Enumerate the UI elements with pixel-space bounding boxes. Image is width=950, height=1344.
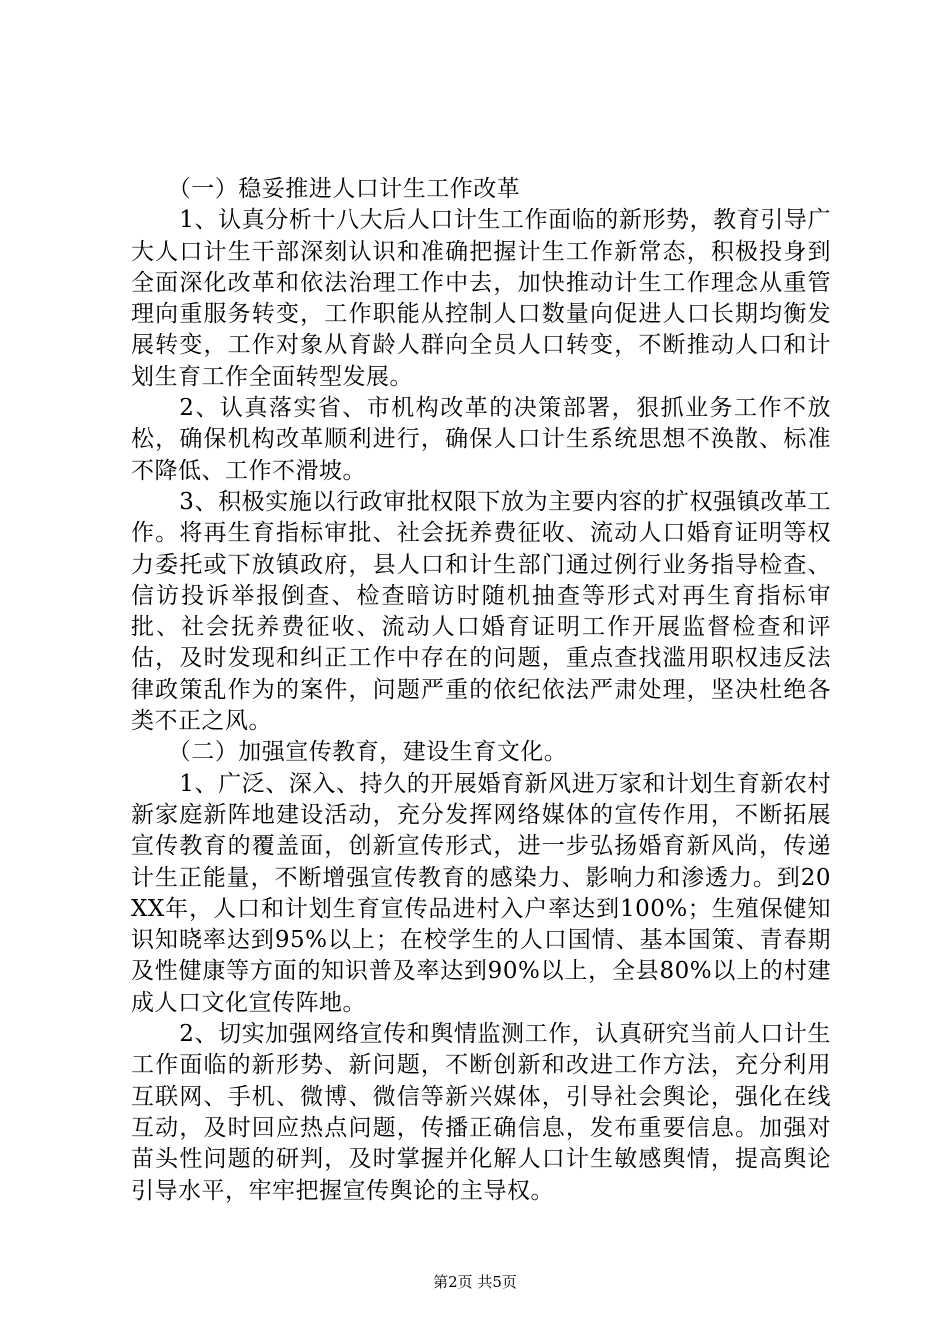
paragraph-1-1: 1、认真分析十八大后人口计生工作面临的新形势，教育引导广大人口计生干部深刻认识和准确把握计生工作新常态，积极投身到全面深化改革和依法治理工作中去，加快推动计生工作理念从重管理向重服务转变，工作职能从控制人口数量向促进人口长期均衡发展转变，工作对象从育龄人群向全员人口转变，不断推动人口和计划生育工作全面转型发展。 [131, 207, 831, 390]
page-number-footer: 第2页 共5页 [433, 1273, 517, 1291]
paragraph-1-2: 2、认真落实省、市机构改革的决策部署，狠抓业务工作不放松，确保机构改革顺利进行，确保人口计生系统思想不涣散、标准不降低、工作不滑坡。 [131, 395, 831, 484]
paragraph-1-3: 3、积极实施以行政审批权限下放为主要内容的扩权强镇改革工作。将再生育指标审批、社会抚养费征收、流动人口婚育证明等权力委托或下放镇政府，县人口和计生部门通过例行业务指导检查、信访投诉举报倒查、检查暗访时随机抽查等形式对再生育指标审批、社会抚养费征收、流动人口婚育证明工作开展监督检查和评估，及时发现和纠正工作中存在的问题，重点查找滥用职权违反法律政策乱作为的案件，问题严重的依纪依法严肃处理，坚决杜绝各类不正之风。 [131, 488, 831, 735]
paragraph-2-2: 2、切实加强网络宣传和舆情监测工作，认真研究当前人口计生工作面临的新形势、新问题，不断创新和改进工作方法，充分利用互联网、手机、微博、微信等新兴媒体，引导社会舆论，强化在线互动，及时回应热点问题，传播正确信息，发布重要信息。加强对苗头性问题的研判，及时掌握并化解人口计生敏感舆情，提高舆论引导水平，牢牢把握宣传舆论的主导权。 [131, 1021, 831, 1204]
section-heading-2: （二）加强宣传教育，建设生育文化。 [167, 739, 568, 766]
section-heading-1: （一）稳妥推进人口计生工作改革 [167, 176, 521, 202]
document-body [131, 174, 831, 1207]
paragraph-2-1: 1、广泛、深入、持久的开展婚育新风进万家和计划生育新农村新家庭新阵地建设活动，充分发挥网络媒体的宣传作用，不断拓展宣传教育的覆盖面，创新宣传形式，进一步弘扬婚育新风尚，传递计生正能量，不断增强宣传教育的感染力、影响力和渗透力。到20XX年，人口和计划生育宣传品进村入户率达到100%；生殖保健知识知晓率达到95%以上；在校学生的人口国情、基本国策、青春期及性健康等方面的知识普及率达到90%以上，全县80%以上的村建成人口文化宣传阵地。 [131, 770, 831, 1016]
